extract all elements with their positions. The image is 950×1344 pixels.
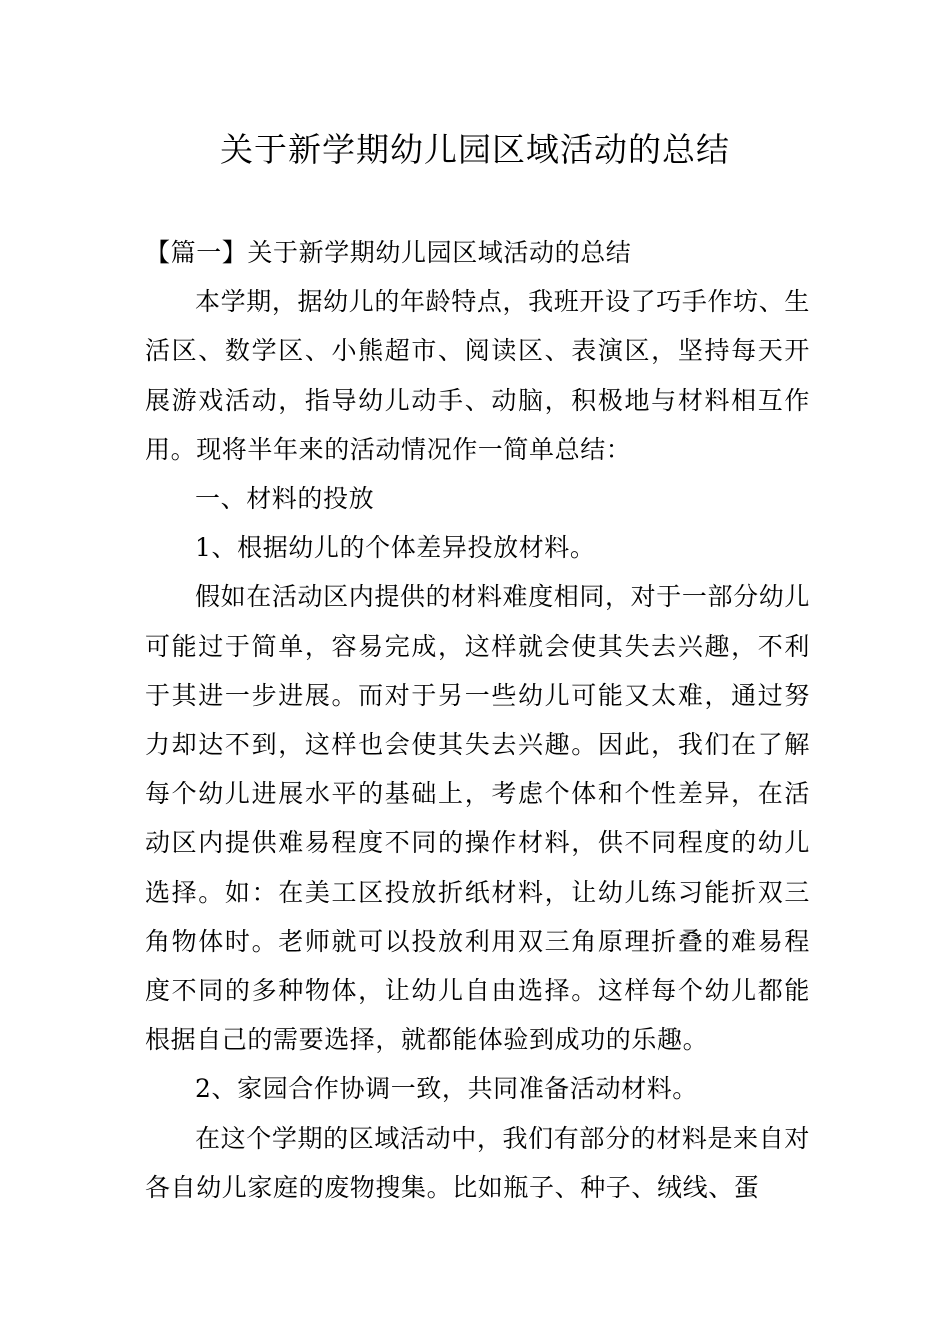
subheading-individual-differences: 1、根据幼儿的个体差异投放材料。 bbox=[195, 533, 596, 563]
heading-materials: 一、材料的投放 bbox=[195, 484, 375, 514]
document-body bbox=[145, 228, 810, 1212]
paragraph-individual-differences: 假如在活动区内提供的材料难度相同，对于一部分幼儿可能过于简单，容易完成，这样就会使其失去兴趣，不利于其进一步进展。而对于另一些幼儿可能又太难，通过努力却达不到，这样也会使其失去兴趣。因此，我们在了解每个幼儿进展水平的基础上，考虑个体和个性差异，在活动区内提供难易程度不同的操作材料，供不同程度的幼儿选择。如：在美工区投放折纸材料，让幼儿练习能折双三角物体时。老师就可以投放利用双三角原理折叠的难易程度不同的多种物体，让幼儿自由选择。这样每个幼儿都能根据自己的需要选择，就都能体验到成功的乐趣。 bbox=[145, 582, 810, 1055]
document-title: 关于新学期幼儿园区域活动的总结 bbox=[220, 130, 730, 169]
paragraph-intro: 本学期，据幼儿的年龄特点，我班开设了巧手作坊、生活区、数学区、小熊超市、阅读区、表演区，坚持每天开展游戏活动，指导幼儿动手、动脑，积极地与材料相互作用。现将半年来的活动情况作一简单总结： bbox=[145, 287, 810, 464]
paragraph-home-school-cooperation: 在这个学期的区域活动中，我们有部分的材料是来自对各自幼儿家庭的废物搜集。比如瓶子、种子、绒线、蛋 bbox=[145, 1123, 810, 1202]
subheading-home-school-cooperation: 2、家园合作协调一致，共同准备活动材料。 bbox=[195, 1074, 698, 1104]
section-heading: 【篇一】关于新学期幼儿园区域活动的总结 bbox=[145, 238, 632, 267]
